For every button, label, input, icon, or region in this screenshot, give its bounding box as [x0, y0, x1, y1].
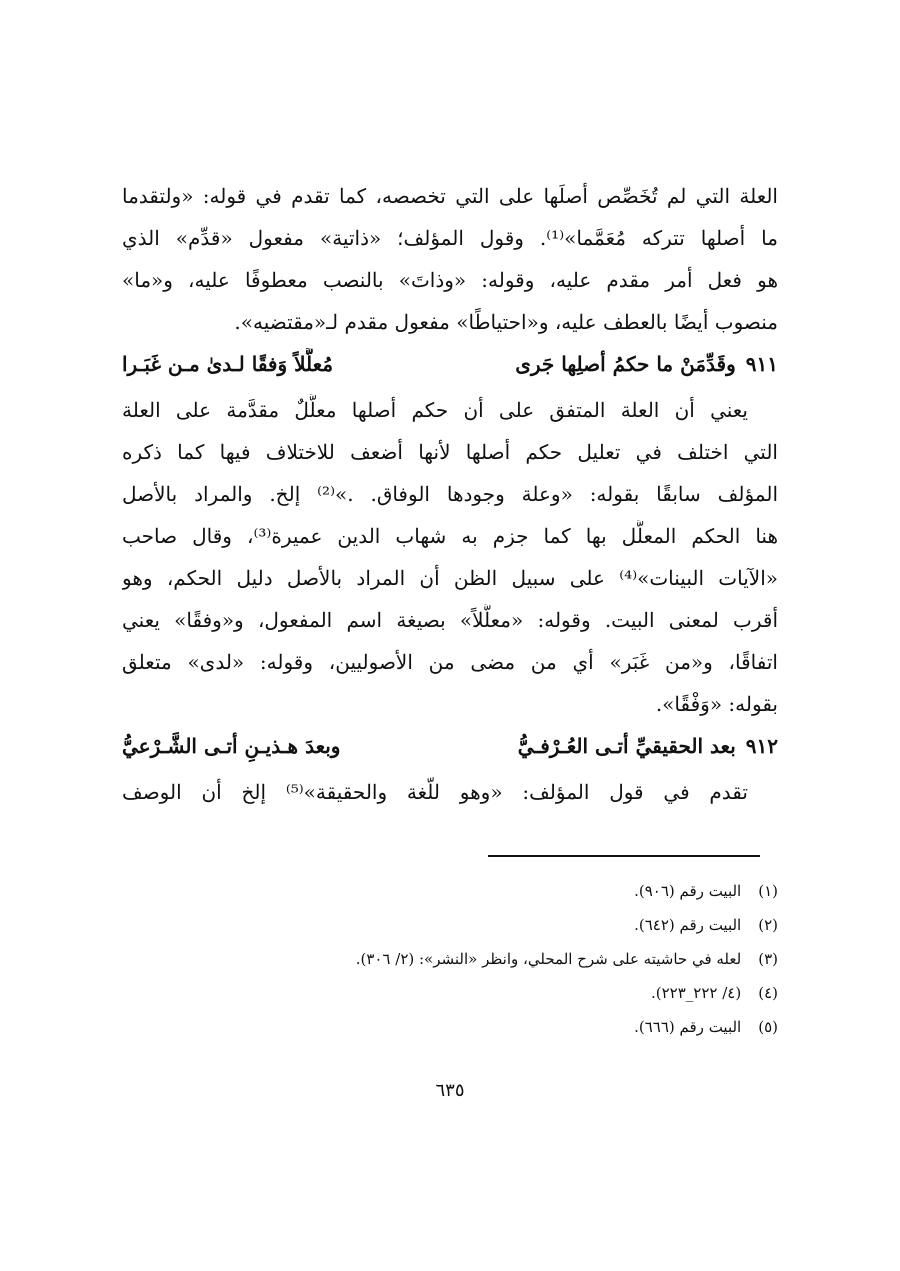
- footnote: [150, 982, 778, 1004]
- body-line: يعني أن العلة المتفق على أن حكم أصلها معلَّلٌ مقدَّمة على العلة: [122, 398, 748, 422]
- footnote: [150, 880, 778, 902]
- verse-first-hemistich: وقَدِّمَنْ ما حكمُ أصلِها جَرى: [515, 352, 736, 376]
- body-line: اتفاقًا، و«من غَبَر» أي من مضى من الأصوليين، وقوله: «لدى» متعلق: [122, 650, 778, 674]
- body-line: هنا الحكم المعلَّل بها كما جزم به شهاب الدين عميرة⁽³⁾، وقال صاحب: [122, 524, 778, 548]
- verse-number: ٩١١: [745, 352, 778, 376]
- body-line: المؤلف سابقًا بقوله: «وعلة وجودها الوفاق. .»⁽²⁾ إلخ. والمراد بالأصل: [122, 482, 778, 506]
- verse-911: [122, 348, 778, 382]
- footnote-text: (٤/ ٢٢٢_٢٢٣).: [651, 984, 742, 1002]
- footnote-text: البيت رقم (٩٠٦).: [634, 882, 742, 900]
- verse-first-hemistich: بعد الحقيقيِّ أتـى العُـرْفـيُّ: [517, 734, 736, 758]
- body-line: أقرب لمعنى البيت. وقوله: «معلَّلاً» بصيغة اسم المفعول، و«وفقًا» يعني: [122, 608, 778, 632]
- footnote-separator: [488, 855, 760, 857]
- body-line: ما أصلها تتركه مُعَمَّما»⁽¹⁾. وقول المؤلف؛ «ذاتية» مفعول «قدِّم» الذي: [122, 226, 778, 250]
- page-number: ٦٣٥: [435, 1080, 465, 1101]
- verse-912: [122, 730, 778, 764]
- body-line: تقدم في قول المؤلف: «وهو للّغة والحقيقة»⁽⁵⁾ إلخ أن الوصف: [122, 780, 748, 804]
- body-line: بقوله: «وَفْقًا».: [655, 692, 778, 716]
- footnote: [150, 914, 778, 936]
- body-line: العلة التي لم تُخَصِّص أصلَها على التي تخصصه، كما تقدم في قوله: «ولتقدما: [122, 184, 778, 208]
- footnote-number: (١): [758, 882, 778, 900]
- footnote-number: (٣): [758, 950, 778, 968]
- footnote-number: (٥): [758, 1018, 778, 1036]
- body-line: منصوب أيضًا بالعطف عليه، و«احتياطًا» مفعول مقدم لـ«مقتضيه».: [234, 310, 778, 334]
- verse-second-hemistich: مُعلَّلاً وَفقًا لـدىٰ مـن غَبَـرا: [122, 352, 334, 376]
- verse-second-hemistich: وبعدَ هـذيـنِ أتـى الشَّـرْعيُّ: [122, 734, 341, 758]
- footnote-text: لعله في حاشيته على شرح المحلي، وانظر «النشر»: (٢/ ٣٠٦).: [355, 950, 742, 968]
- footnote: [150, 1016, 778, 1038]
- footnote-number: (٤): [758, 984, 778, 1002]
- footnote: [150, 948, 778, 970]
- footnote-text: البيت رقم (٦٦٦).: [634, 1018, 742, 1036]
- body-line: هو فعل أمر مقدم عليه، وقوله: «وذاتَ» بالنصب معطوفًا عليه، و«ما»: [122, 268, 778, 292]
- verse-number: ٩١٢: [745, 734, 778, 758]
- body-line: «الآيات البينات»⁽⁴⁾ على سبيل الظن أن المراد بالأصل دليل الحكم، وهو: [122, 566, 778, 590]
- footnote-number: (٢): [758, 916, 778, 934]
- body-line: التي اختلف في تعليل حكم أصلها لأنها أضعف للاختلاف فيها كما ذكره: [122, 440, 778, 464]
- footnote-text: البيت رقم (٦٤٢).: [634, 916, 742, 934]
